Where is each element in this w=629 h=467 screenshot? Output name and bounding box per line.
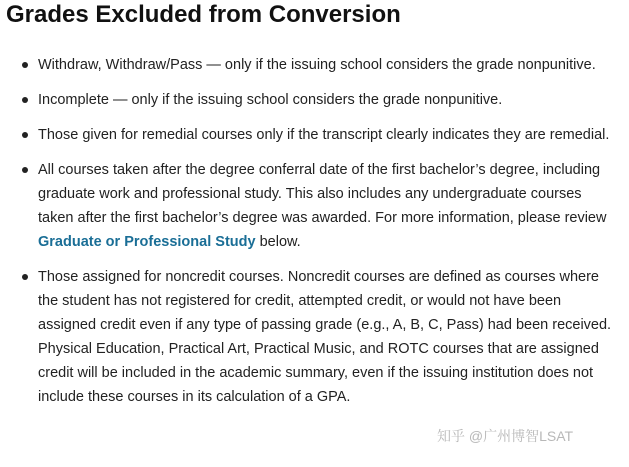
bullet-icon: [22, 97, 28, 103]
bullet-icon: [22, 167, 28, 173]
list-item-incomplete: [38, 88, 618, 112]
list-item-post-degree: [38, 158, 618, 254]
excluded-grades-list: [38, 53, 618, 420]
list-item-remedial: [38, 123, 618, 147]
bullet-icon: [22, 274, 28, 280]
list-item-withdraw: [38, 53, 618, 77]
list-item-noncredit: [38, 265, 618, 409]
list-item-text: All courses taken after the degree conferral date of the first bachelor’s degree, including graduate work and professional study. This also includes any undergraduate courses taken after the first bachelor’s degree was awarded. For more information, please review: [38, 162, 607, 226]
section-heading: Grades Excluded from Conversion: [6, 1, 401, 28]
watermark: 知乎 @广州博智LSAT: [437, 428, 574, 444]
graduate-professional-study-link[interactable]: Graduate or Professional Study: [38, 234, 256, 250]
list-item-text-suffix: below.: [255, 234, 301, 250]
list-item-text: Incomplete — only if the issuing school considers the grade nonpunitive.: [38, 92, 503, 108]
bullet-icon: [22, 132, 28, 138]
bullet-icon: [22, 62, 28, 68]
list-item-text: Those given for remedial courses only if the transcript clearly indicates they are remedial.: [38, 127, 610, 143]
list-item-text: Those assigned for noncredit courses. Noncredit courses are defined as courses where the student has not registered for credit, attempted credit, or would not have been assigned credit even if any type of passing grade (e.g., A, B, C, Pass) had been received. Physical Education, Practical Art, Practical Music, and ROTC courses that are assigned credit will be included in the academic summary, even if the issuing institution does not include these courses in its calculation of a GPA.: [38, 269, 612, 405]
list-item-text: Withdraw, Withdraw/Pass — only if the issuing school considers the grade nonpunitive.: [38, 57, 596, 73]
